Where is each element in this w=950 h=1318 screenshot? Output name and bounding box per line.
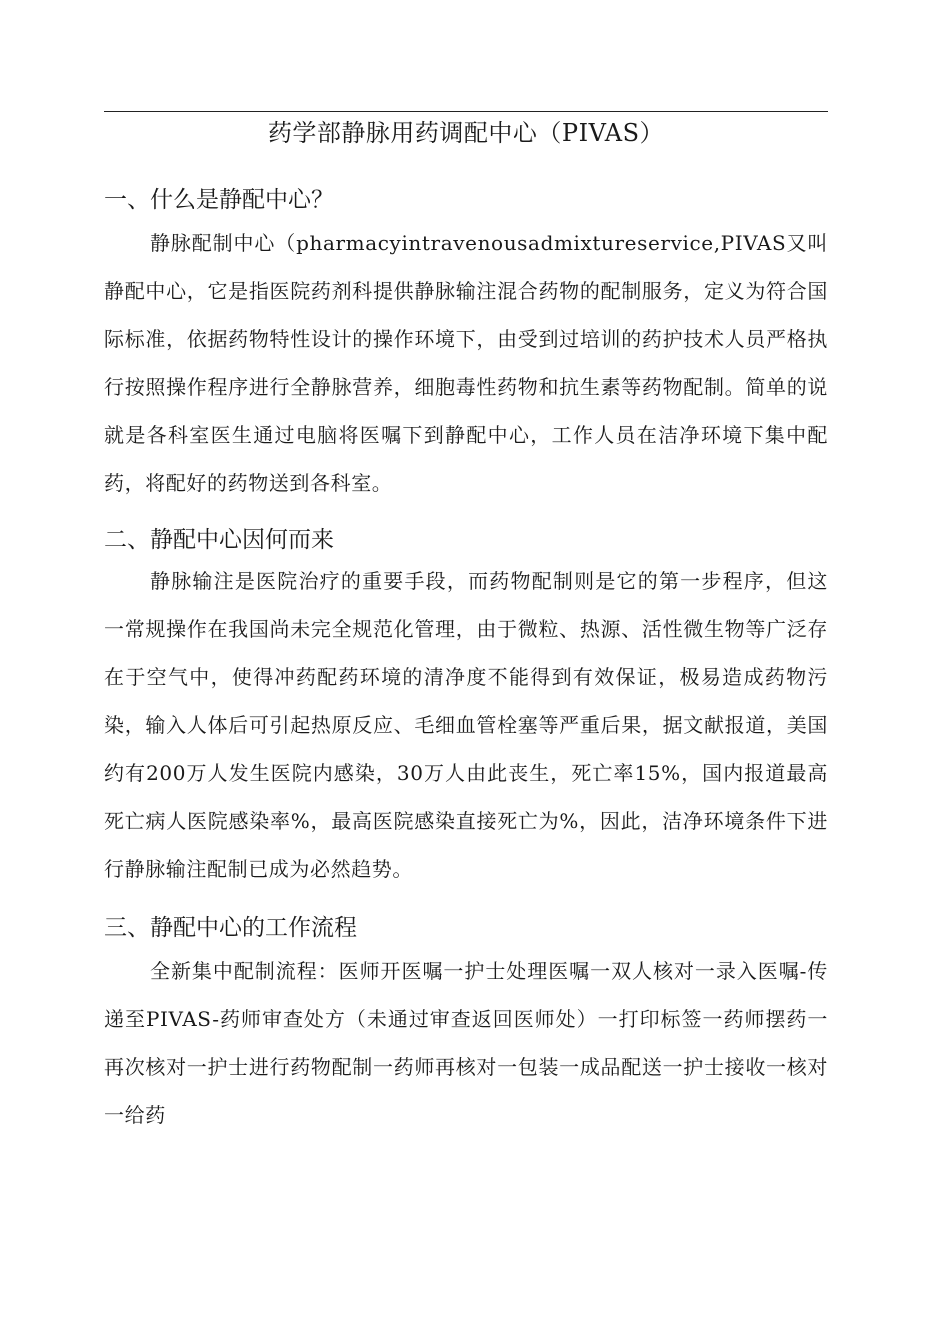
section-paragraph-what-is: 静脉配制中心（pharmacyintravenousadmixtureservice,PIVAS又叫静配中心，它是指医院药剂科提供静脉输注混合药物的配制服务，定义为符合国际标准，依据药物特性设计的操作环境下，由受到过培训的药护技术人员严格执行按照操作程序进行全静脉营养，细胞毒性药物和抗生素等药物配制。简单的说就是各科室医生通过电脑将医嘱下到静配中心，工作人员在洁净环境下集中配药，将配好的药物送到各科室。	[104, 231, 828, 495]
section-heading-what-is: 一、什么是静配中心？	[104, 187, 334, 213]
document-title: 药学部静脉用药调配中心（PIVAS）	[267, 119, 665, 147]
section-paragraph-origin: 静脉输注是医院治疗的重要手段，而药物配制则是它的第一步程序，但这一常规操作在我国尚未完全规范化管理，由于微粒、热源、活性微生物等广泛存在于空气中，使得冲药配药环境的清净度不能得到有效保证，极易造成药物污染，输入人体后可引起热原反应、毛细血管栓塞等严重后果，据文献报道，美国约有200万人发生医院内感染，30万人由此丧生，死亡率15%，国内报道最高死亡病人医院感染率%，最高医院感染直接死亡为%，因此，洁净环境条件下进行静脉输注配制已成为必然趋势。	[104, 569, 828, 881]
section-heading-origin: 二、静配中心因何而来	[104, 527, 334, 553]
section-paragraph-workflow: 全新集中配制流程：医师开医嘱一护士处理医嘱一双人核对一录入医嘱-传递至PIVAS-药师审查处方（未通过审查返回医师处）一打印标签一药师摆药一再次核对一护士进行药物配制一药师再核对一包装一成品配送一护士接收一核对一给药	[104, 959, 828, 1127]
header-rule	[104, 111, 828, 112]
section-heading-workflow: 三、静配中心的工作流程	[104, 915, 357, 941]
